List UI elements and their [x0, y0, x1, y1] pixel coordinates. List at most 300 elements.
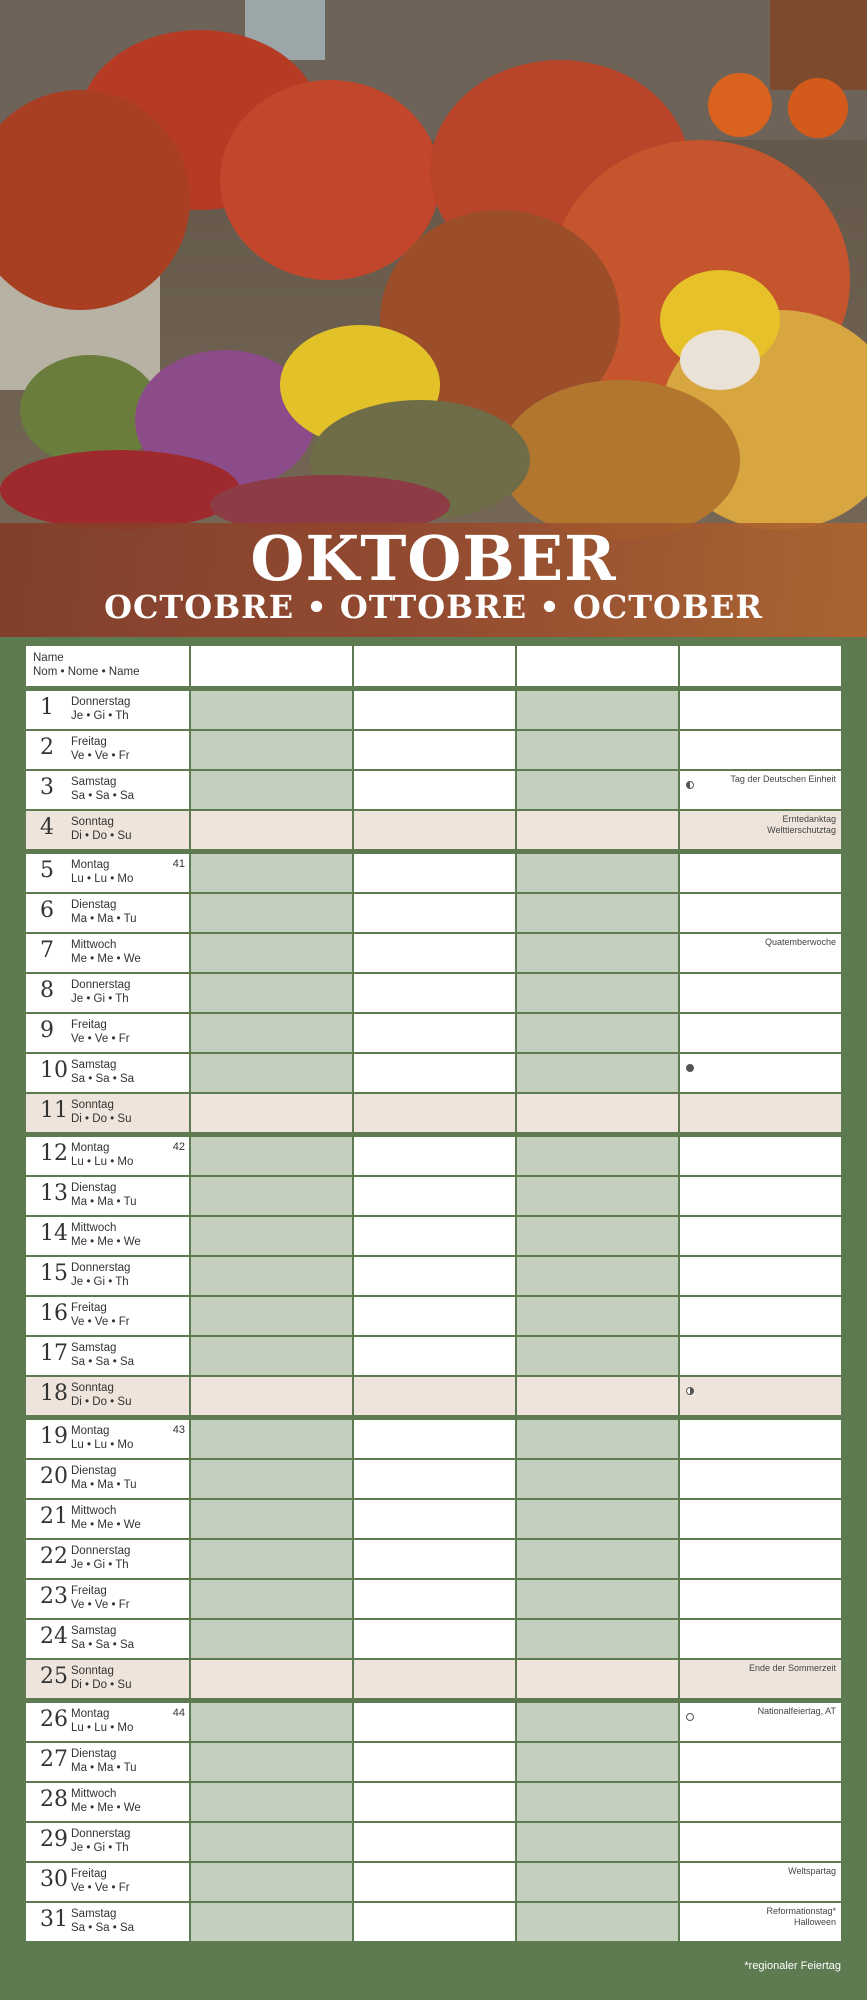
entry-cell[interactable] — [189, 1743, 352, 1781]
entry-cell[interactable] — [678, 1257, 841, 1295]
day-abbreviations: Ve • Ve • Fr — [71, 1882, 130, 1894]
name-field-4[interactable] — [678, 646, 841, 686]
day-name-block — [71, 1504, 141, 1532]
day-row — [26, 1054, 841, 1092]
day-label-cell — [26, 1377, 189, 1415]
day-row — [26, 691, 841, 729]
entry-cell[interactable] — [352, 811, 515, 849]
entry-cell[interactable] — [352, 731, 515, 769]
entry-cell[interactable] — [189, 1500, 352, 1538]
day-label-cell — [26, 1743, 189, 1781]
day-number: 9 — [40, 1018, 54, 1043]
holiday-note: Weltspartag — [788, 1866, 836, 1876]
day-abbreviations: Ma • Ma • Tu — [71, 1762, 137, 1774]
entry-cell[interactable] — [515, 1377, 678, 1415]
day-name-block — [71, 858, 133, 886]
entry-cell[interactable] — [678, 1054, 841, 1092]
entry-cell[interactable] — [678, 1783, 841, 1821]
day-number: 13 — [40, 1181, 68, 1206]
day-number: 19 — [40, 1424, 68, 1449]
day-label-cell — [26, 1217, 189, 1255]
entry-cell[interactable] — [678, 1137, 841, 1175]
day-abbreviations: Lu • Lu • Mo — [71, 1722, 134, 1734]
day-row — [26, 811, 841, 849]
day-label-cell — [26, 731, 189, 769]
entry-cell[interactable] — [515, 1094, 678, 1132]
day-name-block — [71, 1181, 137, 1209]
day-number: 22 — [40, 1544, 68, 1569]
entry-cell[interactable] — [189, 1257, 352, 1295]
day-number: 4 — [40, 815, 54, 840]
entry-cell[interactable] — [515, 1823, 678, 1861]
day-name-block — [71, 1584, 130, 1612]
entry-cell[interactable] — [189, 1823, 352, 1861]
entry-cell[interactable] — [515, 771, 678, 809]
day-number: 11 — [40, 1098, 68, 1123]
day-name-block — [71, 1544, 130, 1572]
footnote: *regionaler Feiertag — [744, 1960, 841, 1972]
entry-cell[interactable] — [678, 1460, 841, 1498]
day-label-cell — [26, 1094, 189, 1132]
day-abbreviations: Je • Gi • Th — [71, 1842, 129, 1854]
day-row — [26, 1703, 841, 1741]
day-abbreviations: Ve • Ve • Fr — [71, 1316, 130, 1328]
day-row — [26, 771, 841, 809]
entry-cell[interactable] — [352, 1257, 515, 1295]
entry-cell[interactable] — [189, 1620, 352, 1658]
day-row — [26, 1217, 841, 1255]
day-abbreviations: Ve • Ve • Fr — [71, 1033, 130, 1045]
day-name-block — [71, 1624, 134, 1652]
entry-cell[interactable] — [352, 1783, 515, 1821]
entry-cell[interactable] — [678, 1217, 841, 1255]
entry-cell[interactable] — [189, 934, 352, 972]
entry-cell[interactable] — [678, 1177, 841, 1215]
entry-cell[interactable] — [352, 1903, 515, 1941]
entry-cell[interactable] — [352, 1054, 515, 1092]
entry-cell[interactable] — [678, 1620, 841, 1658]
day-name: Mittwoch — [71, 1505, 117, 1517]
entry-cell[interactable] — [189, 731, 352, 769]
entry-cell[interactable] — [189, 1903, 352, 1941]
day-number: 24 — [40, 1624, 68, 1649]
day-name-block — [71, 1464, 137, 1492]
header-row — [26, 646, 841, 686]
entry-cell[interactable] — [352, 974, 515, 1012]
entry-cell[interactable] — [352, 894, 515, 932]
entry-cell[interactable] — [352, 1660, 515, 1698]
name-label-translations: Nom • Nome • Name — [33, 666, 140, 678]
day-row — [26, 1660, 841, 1698]
holiday-note: Reformationstag* Halloween — [766, 1906, 836, 1927]
entry-cell[interactable] — [678, 1903, 841, 1941]
day-name: Sonntag — [71, 1382, 114, 1394]
day-row — [26, 1580, 841, 1618]
entry-cell[interactable] — [352, 1743, 515, 1781]
day-row — [26, 1094, 841, 1132]
entry-cell[interactable] — [189, 1580, 352, 1618]
day-name: Montag — [71, 1142, 110, 1154]
name-field-2[interactable] — [352, 646, 515, 686]
entry-cell[interactable] — [678, 691, 841, 729]
day-number: 18 — [40, 1381, 68, 1406]
entry-cell[interactable] — [352, 1337, 515, 1375]
holiday-note: Erntedanktag Welttierschutztag — [767, 814, 836, 835]
name-field-3[interactable] — [515, 646, 678, 686]
day-row — [26, 1177, 841, 1215]
entry-cell[interactable] — [352, 1823, 515, 1861]
day-abbreviations: Di • Do • Su — [71, 1113, 132, 1125]
day-label-cell — [26, 1783, 189, 1821]
entry-cell[interactable] — [189, 1014, 352, 1052]
entry-cell[interactable] — [352, 854, 515, 892]
day-label-cell — [26, 894, 189, 932]
entry-cell[interactable] — [515, 1177, 678, 1215]
day-abbreviations: Me • Me • We — [71, 1802, 141, 1814]
entry-cell[interactable] — [352, 934, 515, 972]
day-name: Montag — [71, 859, 110, 871]
day-name-block — [71, 898, 137, 926]
entry-cell[interactable] — [189, 1460, 352, 1498]
day-name-block — [71, 775, 134, 803]
entry-cell[interactable] — [352, 1094, 515, 1132]
day-label-cell — [26, 811, 189, 849]
day-row — [26, 1743, 841, 1781]
entry-cell[interactable] — [515, 1337, 678, 1375]
day-name: Samstag — [71, 1908, 117, 1920]
entry-cell[interactable] — [352, 1500, 515, 1538]
entry-cell[interactable] — [678, 1863, 841, 1901]
day-name-block — [71, 1787, 141, 1815]
entry-cell[interactable] — [352, 1620, 515, 1658]
entry-cell[interactable] — [189, 1660, 352, 1698]
entry-cell[interactable] — [352, 1014, 515, 1052]
entry-cell[interactable] — [515, 1620, 678, 1658]
day-label-cell — [26, 854, 189, 892]
day-name: Dienstag — [71, 1182, 117, 1194]
day-name: Freitag — [71, 1019, 107, 1031]
day-name-block — [71, 1098, 131, 1126]
entry-cell[interactable] — [515, 691, 678, 729]
day-abbreviations: Je • Gi • Th — [71, 710, 129, 722]
entry-cell[interactable] — [678, 1094, 841, 1132]
day-name-block — [71, 938, 141, 966]
entry-cell[interactable] — [352, 1217, 515, 1255]
day-number: 20 — [40, 1464, 68, 1489]
week-number: 41 — [172, 858, 185, 870]
day-name: Donnerstag — [71, 979, 131, 991]
day-abbreviations: Je • Gi • Th — [71, 993, 129, 1005]
day-name-block — [71, 1261, 130, 1289]
week-number: 44 — [172, 1707, 185, 1719]
entry-cell[interactable] — [515, 1540, 678, 1578]
day-number: 10 — [40, 1058, 68, 1083]
day-label-cell — [26, 1297, 189, 1335]
entry-cell[interactable] — [515, 974, 678, 1012]
entry-cell[interactable] — [515, 1420, 678, 1458]
day-name-block — [71, 1341, 134, 1369]
entry-cell[interactable] — [678, 1743, 841, 1781]
day-name-block — [71, 815, 131, 843]
day-name: Mittwoch — [71, 1788, 117, 1800]
day-name: Samstag — [71, 1342, 117, 1354]
entry-cell[interactable] — [515, 1703, 678, 1741]
entry-cell[interactable] — [189, 1703, 352, 1741]
entry-cell[interactable] — [678, 1500, 841, 1538]
entry-cell[interactable] — [189, 894, 352, 932]
day-name-block — [71, 735, 130, 763]
day-label-cell — [26, 1540, 189, 1578]
entry-cell[interactable] — [352, 1177, 515, 1215]
day-row — [26, 1500, 841, 1538]
day-name-block — [71, 1827, 130, 1855]
day-abbreviations: Sa • Sa • Sa — [71, 1922, 135, 1934]
entry-cell[interactable] — [189, 1863, 352, 1901]
entry-cell[interactable] — [515, 1014, 678, 1052]
holiday-note: Quatemberwoche — [764, 937, 836, 947]
day-label-cell — [26, 934, 189, 972]
day-label-cell — [26, 1620, 189, 1658]
day-label-cell — [26, 691, 189, 729]
day-abbreviations: Di • Do • Su — [71, 1679, 132, 1691]
entry-cell[interactable] — [515, 1743, 678, 1781]
entry-cell[interactable] — [189, 1217, 352, 1255]
day-row — [26, 1783, 841, 1821]
day-row — [26, 934, 841, 972]
entry-cell[interactable] — [678, 1540, 841, 1578]
day-number: 31 — [40, 1907, 68, 1932]
week-number: 43 — [172, 1424, 185, 1436]
holiday-note: Ende der Sommerzeit — [748, 1663, 836, 1673]
day-row — [26, 1420, 841, 1458]
entry-cell[interactable] — [678, 854, 841, 892]
day-number: 21 — [40, 1504, 68, 1529]
day-name-block — [71, 1381, 131, 1409]
entry-cell[interactable] — [678, 1660, 841, 1698]
day-name-block — [71, 1907, 134, 1935]
entry-cell[interactable] — [189, 1420, 352, 1458]
day-name-block — [71, 1221, 141, 1249]
day-number: 17 — [40, 1341, 68, 1366]
day-label-cell — [26, 1660, 189, 1698]
day-abbreviations: Sa • Sa • Sa — [71, 1356, 135, 1368]
entry-cell[interactable] — [678, 811, 841, 849]
entry-cell[interactable] — [515, 1903, 678, 1941]
day-row — [26, 1297, 841, 1335]
entry-cell[interactable] — [515, 1863, 678, 1901]
day-label-cell — [26, 1337, 189, 1375]
day-name: Samstag — [71, 1059, 117, 1071]
day-name-block — [71, 1018, 130, 1046]
day-row — [26, 894, 841, 932]
day-name: Freitag — [71, 736, 107, 748]
entry-cell[interactable] — [678, 1580, 841, 1618]
day-name: Freitag — [71, 1868, 107, 1880]
entry-cell[interactable] — [678, 1297, 841, 1335]
entry-cell[interactable] — [352, 1703, 515, 1741]
day-number: 27 — [40, 1747, 68, 1772]
day-name: Freitag — [71, 1585, 107, 1597]
day-name: Dienstag — [71, 1748, 117, 1760]
entry-cell[interactable] — [189, 811, 352, 849]
entry-cell[interactable] — [515, 934, 678, 972]
day-row — [26, 1460, 841, 1498]
entry-cell[interactable] — [189, 1137, 352, 1175]
day-name-block — [71, 1424, 133, 1452]
day-abbreviations: Je • Gi • Th — [71, 1276, 129, 1288]
day-label-cell — [26, 1500, 189, 1538]
entry-cell[interactable] — [515, 894, 678, 932]
entry-cell[interactable] — [352, 771, 515, 809]
day-label-cell — [26, 1460, 189, 1498]
day-row — [26, 1337, 841, 1375]
day-row — [26, 1377, 841, 1415]
day-name: Dienstag — [71, 899, 117, 911]
entry-cell[interactable] — [515, 731, 678, 769]
entry-cell[interactable] — [678, 974, 841, 1012]
entry-cell[interactable] — [515, 1660, 678, 1698]
entry-cell[interactable] — [189, 974, 352, 1012]
entry-cell[interactable] — [515, 1217, 678, 1255]
name-field-1[interactable] — [189, 646, 352, 686]
day-name-block — [71, 1707, 133, 1735]
entry-cell[interactable] — [352, 1297, 515, 1335]
entry-cell[interactable] — [515, 1257, 678, 1295]
day-abbreviations: Ve • Ve • Fr — [71, 750, 130, 762]
day-label-cell — [26, 1903, 189, 1941]
day-name: Donnerstag — [71, 696, 131, 708]
moon-phase-last-icon — [686, 781, 694, 789]
day-name: Donnerstag — [71, 1262, 131, 1274]
entry-cell[interactable] — [678, 1337, 841, 1375]
day-abbreviations: Ma • Ma • Tu — [71, 913, 137, 925]
day-abbreviations: Me • Me • We — [71, 1519, 141, 1531]
day-label-cell — [26, 771, 189, 809]
entry-cell[interactable] — [189, 854, 352, 892]
entry-cell[interactable] — [678, 1420, 841, 1458]
moon-phase-full-icon — [686, 1064, 694, 1072]
day-name: Samstag — [71, 1625, 117, 1637]
entry-cell[interactable] — [189, 1337, 352, 1375]
day-abbreviations: Lu • Lu • Mo — [71, 1156, 134, 1168]
day-label-cell — [26, 1420, 189, 1458]
day-row — [26, 1903, 841, 1941]
entry-cell[interactable] — [189, 1297, 352, 1335]
day-label-cell — [26, 1177, 189, 1215]
week-number: 42 — [172, 1141, 185, 1153]
day-row — [26, 854, 841, 892]
day-name: Montag — [71, 1425, 110, 1437]
entry-cell[interactable] — [189, 771, 352, 809]
entry-cell[interactable] — [515, 1137, 678, 1175]
entry-cell[interactable] — [352, 1540, 515, 1578]
day-name: Sonntag — [71, 816, 114, 828]
day-name: Dienstag — [71, 1465, 117, 1477]
entry-cell[interactable] — [678, 894, 841, 932]
entry-cell[interactable] — [189, 1783, 352, 1821]
holiday-note: Nationalfeiertag, AT — [757, 1706, 836, 1716]
calendar-grid — [26, 646, 841, 1941]
entry-cell[interactable] — [515, 1580, 678, 1618]
entry-cell[interactable] — [352, 691, 515, 729]
day-row — [26, 1257, 841, 1295]
month-subtitle: OCTOBRE • OTTOBRE • OCTOBER — [104, 588, 763, 626]
day-name: Donnerstag — [71, 1545, 131, 1557]
entry-cell[interactable] — [678, 771, 841, 809]
entry-cell[interactable] — [189, 1177, 352, 1215]
entry-cell[interactable] — [678, 1823, 841, 1861]
day-number: 6 — [40, 898, 54, 923]
entry-cell[interactable] — [189, 1054, 352, 1092]
day-number: 23 — [40, 1584, 68, 1609]
entry-cell[interactable] — [189, 1377, 352, 1415]
day-name: Mittwoch — [71, 1222, 117, 1234]
day-number: 8 — [40, 978, 54, 1003]
day-name: Freitag — [71, 1302, 107, 1314]
day-row — [26, 1823, 841, 1861]
entry-cell[interactable] — [678, 1014, 841, 1052]
entry-cell[interactable] — [678, 1377, 841, 1415]
holiday-note: Tag der Deutschen Einheit — [730, 774, 836, 784]
day-label-cell — [26, 974, 189, 1012]
day-name: Montag — [71, 1708, 110, 1720]
entry-cell[interactable] — [515, 1297, 678, 1335]
day-row — [26, 1620, 841, 1658]
day-label-cell — [26, 1703, 189, 1741]
entry-cell[interactable] — [352, 1460, 515, 1498]
day-number: 25 — [40, 1664, 68, 1689]
entry-cell[interactable] — [352, 1863, 515, 1901]
entry-cell[interactable] — [515, 854, 678, 892]
day-number: 2 — [40, 735, 54, 760]
day-number: 30 — [40, 1867, 68, 1892]
day-number: 29 — [40, 1827, 68, 1852]
entry-cell[interactable] — [189, 1540, 352, 1578]
entry-cell[interactable] — [352, 1420, 515, 1458]
day-name-block — [71, 695, 130, 723]
day-label-cell — [26, 1863, 189, 1901]
day-abbreviations: Sa • Sa • Sa — [71, 1073, 135, 1085]
entry-cell[interactable] — [515, 811, 678, 849]
day-abbreviations: Me • Me • We — [71, 953, 141, 965]
day-abbreviations: Di • Do • Su — [71, 1396, 132, 1408]
entry-cell[interactable] — [189, 691, 352, 729]
day-label-cell — [26, 1823, 189, 1861]
entry-cell[interactable] — [515, 1460, 678, 1498]
name-label: Name — [33, 652, 64, 664]
day-number: 1 — [40, 695, 54, 720]
entry-cell[interactable] — [678, 1703, 841, 1741]
entry-cell[interactable] — [352, 1377, 515, 1415]
entry-cell[interactable] — [515, 1783, 678, 1821]
day-number: 15 — [40, 1261, 68, 1286]
day-label-cell — [26, 1014, 189, 1052]
day-abbreviations: Ma • Ma • Tu — [71, 1196, 137, 1208]
entry-cell[interactable] — [189, 1094, 352, 1132]
entry-cell[interactable] — [678, 934, 841, 972]
day-name-block — [71, 1664, 131, 1692]
day-row — [26, 1137, 841, 1175]
entry-cell[interactable] — [678, 731, 841, 769]
day-name-block — [71, 1058, 134, 1086]
name-label-cell — [26, 646, 189, 686]
day-label-cell — [26, 1580, 189, 1618]
entry-cell[interactable] — [515, 1500, 678, 1538]
entry-cell[interactable] — [352, 1137, 515, 1175]
entry-cell[interactable] — [352, 1580, 515, 1618]
entry-cell[interactable] — [515, 1054, 678, 1092]
day-name-block — [71, 1141, 133, 1169]
